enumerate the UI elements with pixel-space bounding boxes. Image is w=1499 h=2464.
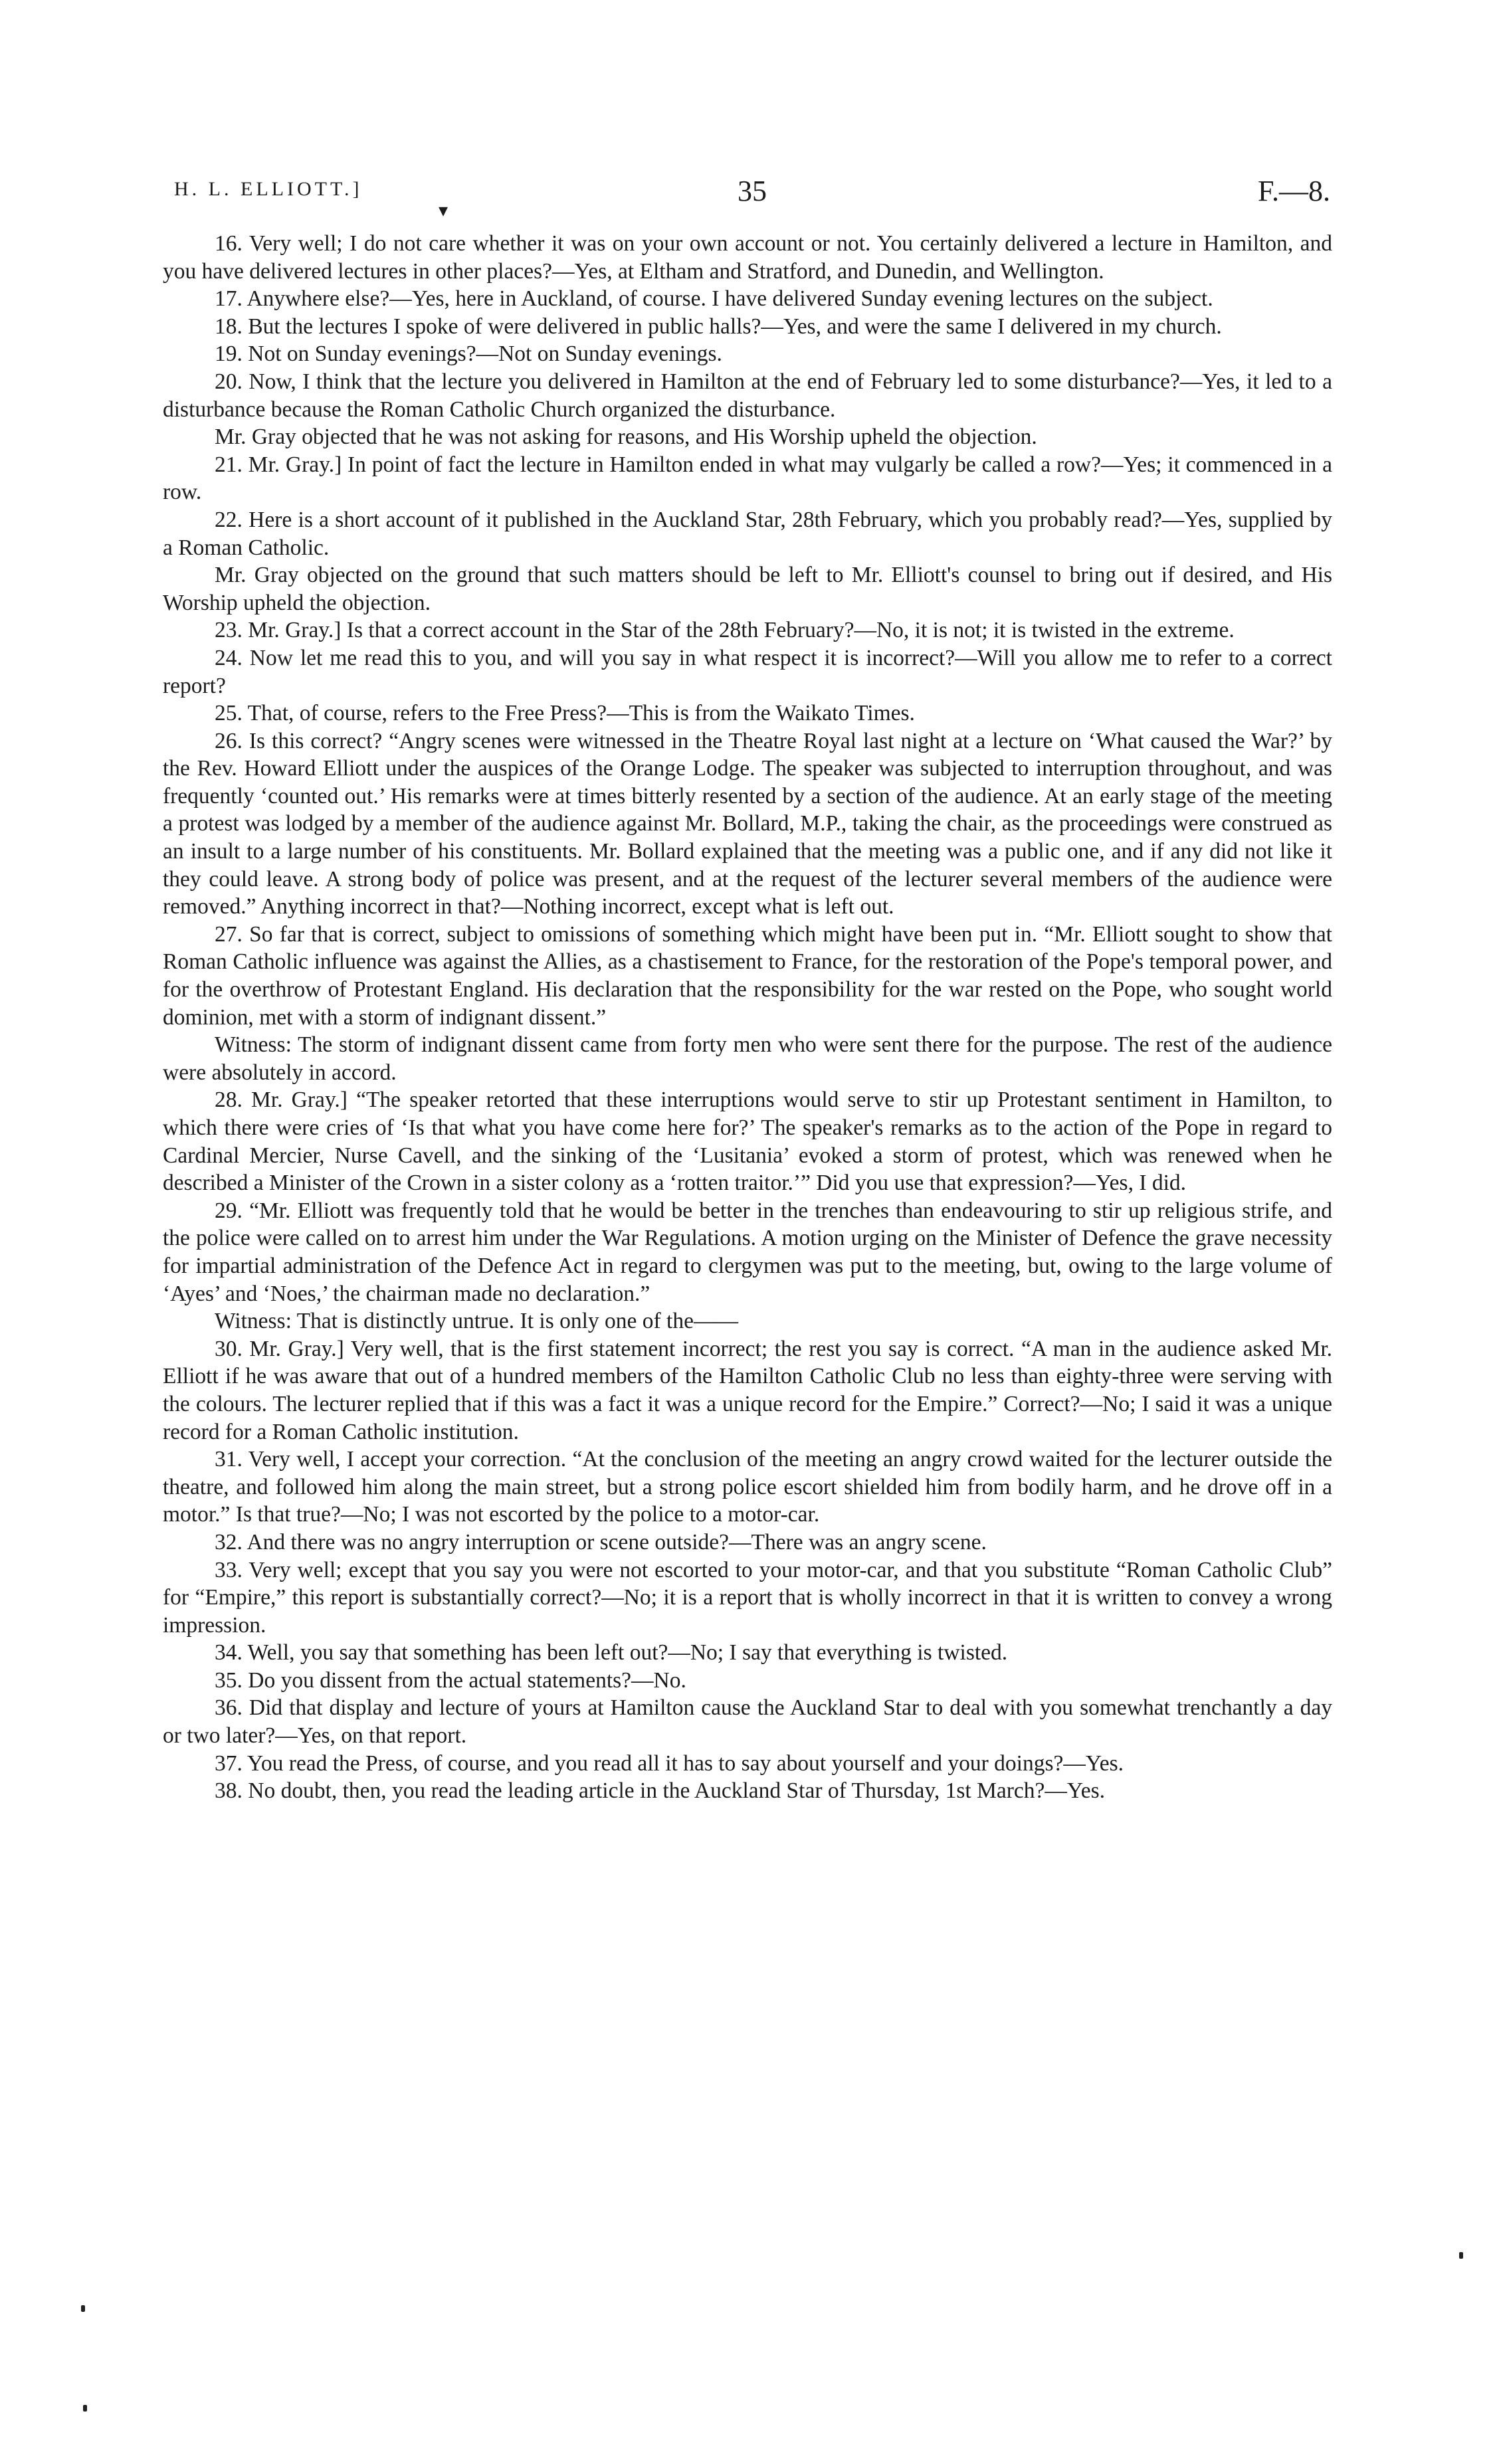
paragraph-objection-2: Mr. Gray objected on the ground that such matters should be left to Mr. Elliott's counsel to bring out if desired, and His Worship upheld the objection.: [163, 563, 1332, 615]
paragraph-witness-2: Witness: That is distinctly untrue. It is only one of the——: [215, 1309, 738, 1334]
paragraph-q25: 25. That, of course, refers to the Free Press?—This is from the Waikato Times.: [215, 701, 915, 726]
paragraph-q28: 28. Mr. Gray.] “The speaker retorted that these interruptions would serve to stir up Protestant sentiment in Hamilton, to which there were cries of ‘Is that what you have come here for?’ The speaker's remarks as to the action of the Pope in regard to Cardinal Mercier, Nurse Cavell, and the sinking of the ‘Lusitania’ evoked a storm of protest, which was renewed when he described a Minister of the Crown in a sister colony as a ‘rotten traitor.’” Did you use that expression?—Yes, I did.: [163, 1088, 1332, 1196]
paragraph-q22: 22. Here is a short account of it published in the Auckland Star, 28th February, which you probably read?—Yes, supplied by a Roman Catholic.: [163, 507, 1332, 560]
paragraph-q31: 31. Very well, I accept your correction. “At the conclusion of the meeting an angry crowd waited for the lecturer outside the theatre, and followed him along the main street, but a strong police escort shielded him from bodily harm, and he drove off in a motor.” Is that true?—No; I was not escorted by the police to a motor-car.: [163, 1447, 1332, 1527]
paragraph-q35: 35. Do you dissent from the actual statements?—No.: [215, 1667, 686, 1693]
paragraph-q24: 24. Now let me read this to you, and will you say in what respect it is incorrect?—Will you allow me to refer to a correct report?: [163, 645, 1332, 698]
paragraph-q17: 17. Anywhere else?—Yes, here in Auckland, of course. I have delivered Sunday evening lectures on the subject.: [215, 286, 1213, 312]
document-reference: F.—8.: [1258, 175, 1330, 207]
paragraph-q21: 21. Mr. Gray.] In point of fact the lecture in Hamilton ended in what may vulgarly be called a row?—Yes; it commenced in a row.: [163, 452, 1332, 505]
paragraph-q33: 33. Very well; except that you say you were not escorted to your motor-car, and that you substitute “Roman Catholic Club” for “Empire,” this report is substantially correct?—No; it is a report that is wholly incorrect in that it is written to convey a wrong impression.: [163, 1557, 1332, 1638]
ink-mark: ▾: [439, 201, 449, 221]
paragraph-q32: 32. And there was no angry interruption or scene outside?—There was an angry scene.: [215, 1529, 987, 1555]
testimony-body: [163, 230, 1332, 1805]
paragraph-q37: 37. You read the Press, of course, and you read all it has to say about yourself and your doings?—Yes.: [215, 1751, 1124, 1776]
scan-speck: [83, 2405, 87, 2412]
paragraph-q30: 30. Mr. Gray.] Very well, that is the first statement incorrect; the rest you say is correct. “A man in the audience asked Mr. Elliott if he was aware that out of a hundred members of the Hamilton Catholic Club no less than eighty-three were serving with the colours. The lecturer replied that if this was a fact it was a unique record for the Empire.” Correct?—No; I said it was a unique record for a Roman Catholic institution.: [163, 1336, 1332, 1444]
page-header: [174, 174, 1330, 207]
paragraph-q23: 23. Mr. Gray.] Is that a correct account in the Star of the 28th February?—No, it is not; it is twisted in the extreme.: [215, 618, 1235, 643]
paragraph-q16: 16. Very well; I do not care whether it was on your own account or not. You certainly delivered a lecture in Hamilton, and you have delivered lectures in other places?—Yes, at Eltham and Stratford, and Dunedin, and Wellington.: [163, 231, 1332, 284]
page-number: 35: [738, 175, 767, 207]
scan-speck: [81, 2305, 85, 2312]
paragraph-witness-1: Witness: The storm of indignant dissent came from forty men who were sent there for the purpose. The rest of the audience were absolutely in accord.: [163, 1032, 1332, 1085]
paragraph-q26: 26. Is this correct? “Angry scenes were witnessed in the Theatre Royal last night at a lecture on ‘What caused the War?’ by the Rev. Howard Elliott under the auspices of the Orange Lodge. The speaker was subjected to interruption throughout, and was frequently ‘counted out.’ His remarks were at times bitterly resented by a section of the audience. At an early stage of the meeting a protest was lodged by a member of the audience against Mr. Bollard, M.P., taking the chair, as the proceedings were construed as an insult to a large number of his constituents. Mr. Bollard explained that the meeting was a public one, and if any did not like it they could leave. A strong body of police was present, and at the request of the lecturer several members of the audience were removed.” Anything incorrect in that?—Nothing incorrect, except what is left out.: [163, 728, 1332, 919]
paragraph-q19: 19. Not on Sunday evenings?—Not on Sunday evenings.: [215, 341, 722, 367]
paragraph-objection-1: Mr. Gray objected that he was not asking for reasons, and His Worship upheld the objection.: [215, 425, 1037, 450]
header-witness-name: H. L. ELLIOTT.]: [174, 178, 363, 200]
scan-speck: [1459, 2252, 1463, 2259]
paragraph-q38: 38. No doubt, then, you read the leading article in the Auckland Star of Thursday, 1st March?—Yes.: [215, 1778, 1106, 1804]
paragraph-q34: 34. Well, you say that something has been left out?—No; I say that everything is twisted.: [215, 1640, 1008, 1665]
paragraph-q18: 18. But the lectures I spoke of were delivered in public halls?—Yes, and were the same I delivered in my church.: [215, 314, 1222, 339]
paragraph-q36: 36. Did that display and lecture of yours at Hamilton cause the Auckland Star to deal with you somewhat trenchantly a day or two later?—Yes, on that report.: [163, 1695, 1332, 1749]
paragraph-q20: 20. Now, I think that the lecture you delivered in Hamilton at the end of February led to some disturbance?—Yes, it led to a disturbance because the Roman Catholic Church organized the disturbance.: [163, 369, 1332, 422]
paragraph-q27: 27. So far that is correct, subject to omissions of something which might have been put in. “Mr. Elliott sought to show that Roman Catholic influence was against the Allies, as a chastisement to France, for the restoration of the Pope's temporal power, and for the overthrow of Protestant England. His declaration that the responsibility for the war rested on the Pope, who sought world dominion, met with a storm of indignant dissent.”: [163, 921, 1332, 1030]
paragraph-q29: 29. “Mr. Elliott was frequently told that he would be better in the trenches than endeavouring to stir up religious strife, and the police were called on to arrest him under the War Regulations. A motion urging on the Minister of Defence the grave necessity for impartial administration of the Defence Act in regard to clergymen was put to the meeting, but, owing to the large volume of ‘Ayes’ and ‘Noes,’ the chairman made no declaration.”: [163, 1198, 1332, 1306]
